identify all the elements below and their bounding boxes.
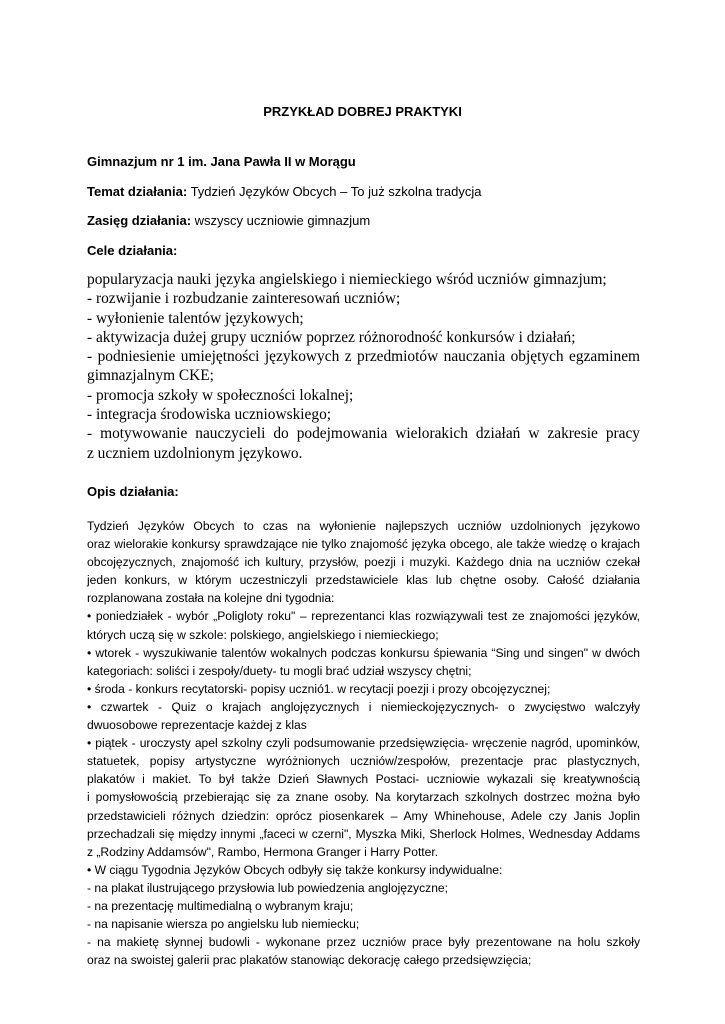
topic-label: Temat działania: (87, 184, 188, 199)
description-line: przechadzali się między innymi „faceci w czerni", Myszka Miki, Sherlock Holmes, Wednesday Addams (87, 826, 640, 841)
description-line: • W ciągu Tygodnia Języków Obcych odbyły się także konkursy indywidualne: (87, 862, 503, 877)
description-line: • wtorek - wyszukiwanie talentów wokalnych podczas konkursu śpiewania “Sing und singen" w dwóch (87, 645, 640, 660)
description-heading: Opis działania: (87, 484, 179, 499)
goal-item: - rozwijanie i rozbudzanie zainteresowań uczniów; (87, 290, 401, 308)
description-body (87, 517, 640, 969)
goal-item: z uczniem uzdolnionym językowo. (87, 444, 303, 462)
description-line: - na prezentację multimedialną o wybranym kraju; (87, 898, 354, 913)
goal-item: - wyłonienie talentów językowych; (87, 309, 304, 327)
goal-item: popularyzacja nauki języka angielskiego i niemieckiego wśród uczniów gimnazjum; (87, 271, 607, 288)
document-title: PRZYKŁAD DOBREJ PRAKTYKI (263, 104, 462, 119)
description-line: których uczą się w szkole: polskiego, angielskiego i niemieckiego; (87, 627, 439, 642)
goals-heading: Cele działania: (87, 243, 178, 258)
description-line: • poniedziałek - wybór „Poligloty roku" – reprezentanci klas rozwiązywali test ze znajomości języków, (87, 609, 640, 624)
goal-item: - integracja środowiska uczniowskiego; (87, 406, 332, 424)
description-line: dwuosobowe reprezentacje każdej z klas (87, 718, 307, 733)
goal-item: - motywowanie nauczycieli do podejmowania wielorakich działań w zakresie pracy (87, 425, 640, 443)
scope-label: Zasięg działania: (87, 213, 192, 228)
description-line: jeden konkurs, w którym uczestniczyli przedstawiciele klas lub chętne osoby. Całość działania (87, 573, 640, 588)
topic-line (87, 184, 482, 199)
scope-line (87, 213, 370, 228)
description-line: z „Rodziny Addamsów", Rambo, Hermona Granger i Harry Potter. (87, 844, 439, 859)
description-line: - na makietę słynnej budowli - wykonane przez uczniów prace były prezentowane na holu szkoły (87, 935, 640, 950)
description-line: statuetek, popisy artystyczne wyróżnionych uczniów/zespołów, prezentacje prac plastycznych, (87, 754, 640, 769)
goal-item: gimnazjalnym CKE; (87, 367, 214, 385)
description-line: przedstawicieli różnych dziedzin: oprócz piosenkarek – Amy Whinehouse, Adele czy Janis Joplin (87, 808, 640, 823)
description-line: • piątek - uroczysty apel szkolny czyli podsumowanie przedsięwzięcia- wręczenie nagród, upominków, (87, 736, 640, 751)
scope-value: wszyscy uczniowie gimnazjum (191, 213, 371, 228)
goal-item: - promocja szkoły w społeczności lokalnej; (87, 386, 354, 404)
goals-list (87, 270, 640, 463)
description-line: plakatów i makiet. To był także Dzień Sławnych Postaci- uczniowie wykazali się kreatywnością (87, 772, 640, 787)
description-line: i pomysłowością przebierając się za znane osoby. Na korytarzach szkolnych dostrzec można było (87, 790, 640, 805)
topic-value: Tydzień Języków Obcych – To już szkolna tradycja (187, 184, 482, 199)
description-line: • czwartek - Quiz o krajach anglojęzycznych i niemieckojęzycznych- o zwycięstwo walczyły (87, 699, 640, 714)
description-line: oraz na swoistej galerii prac plakatów stanowiąc dekorację całego przedsięwzięcia; (87, 953, 532, 968)
goal-item: - aktywizacja dużej grupy uczniów poprzez różnorodność konkursów i działań; (87, 328, 576, 346)
description-line: oraz wielorakie konkursy sprawdzające nie tylko znajomość języka obcego, ale także wiedzę o krajach (87, 537, 640, 552)
description-line: - na plakat ilustrującego przysłowia lub powiedzenia anglojęzyczne; (87, 880, 448, 895)
description-line: kategoriach: soliści i zespoły/duety- tu mogli brać udział wszyscy chętni; (87, 663, 472, 678)
description-line: obcojęzycznych, znajomość ich kultury, przysłów, poezji i muzyki. Każdego dnia na uczniów czekał (87, 555, 640, 570)
school-name: Gimnazjum nr 1 im. Jana Pawła II w Morągu (87, 154, 356, 169)
description-line: - na napisanie wiersza po angielsku lub niemiecku; (87, 917, 360, 932)
description-line: • środa - konkurs recytatorski- popisy ucznió1. w recytacji poezji i prozy obcojęzycznej; (87, 681, 551, 696)
goal-item: - podniesienie umiejętności językowych z przedmiotów nauczania objętych egzaminem (87, 348, 640, 366)
description-line: Tydzień Języków Obcych to czas na wyłonienie najlepszych uczniów uzdolnionych językowo (87, 519, 640, 533)
description-line: rozplanowana została na kolejne dni tygodnia: (87, 591, 335, 606)
